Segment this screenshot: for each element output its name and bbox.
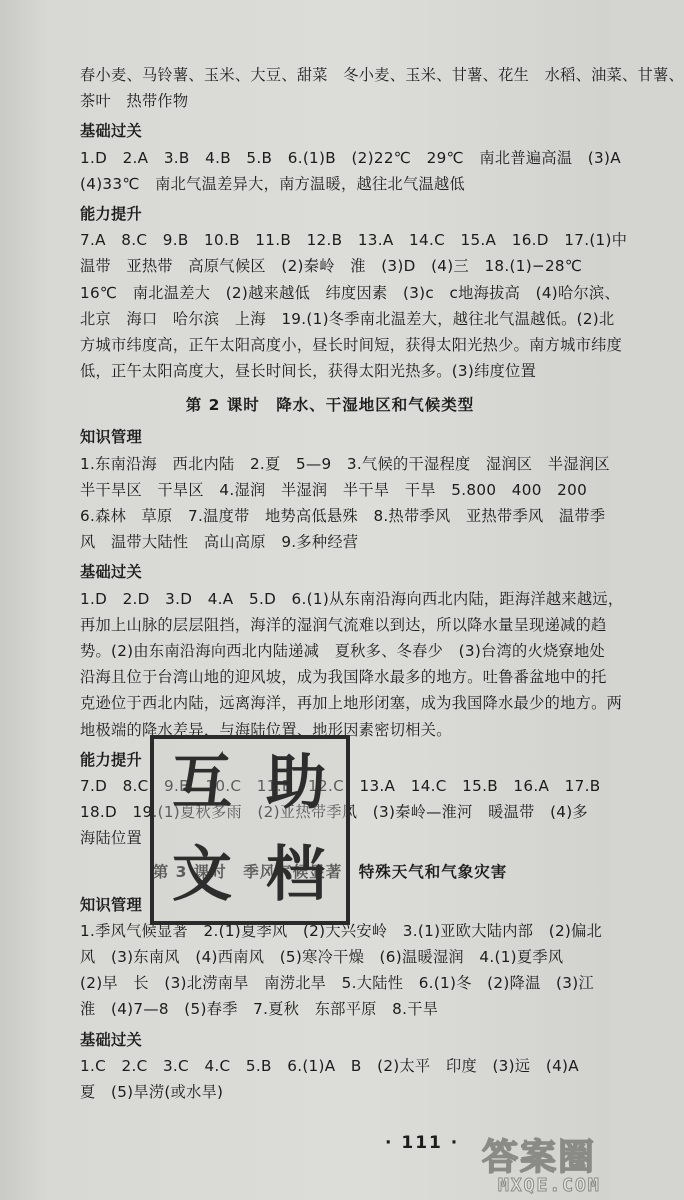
- text-line: 1.C 2.C 3.C 4.C 5.B 6.(1)A B (2)太平 印度 (3)远 (4)A: [80, 1056, 579, 1075]
- text-line: 1.D 2.A 3.B 4.B 5.B 6.(1)B (2)22℃ 29℃ 南北普遍高温 (3)A: [80, 148, 621, 167]
- text-line: 低，正午太阳高度大，昼长时间长，获得太阳光热多。(3)纬度位置: [80, 362, 537, 381]
- text-line: 春小麦、马铃薯、玉米、大豆、甜菜 冬小麦、玉米、甘薯、花生 水稻、油菜、甘薯、: [80, 66, 684, 84]
- section-heading: 基础过关: [80, 563, 142, 582]
- text-line: 风 (3)东南风 (4)西南风 (5)寒冷干燥 (6)温暖湿润 4.(1)夏季风: [80, 948, 564, 967]
- section-heading: 能力提升: [80, 204, 142, 223]
- text-line: 6.森林 草原 7.温度带 地势高低悬殊 8.热带季风 亚热带季风 温带季: [80, 507, 606, 526]
- stamp-char: 助: [266, 748, 326, 818]
- text-line: (4)33℃ 南北气温差异大，南方温暖，越往北气温越低: [80, 174, 465, 193]
- watermark-url: MXQE.COM: [498, 1175, 601, 1196]
- lesson-title: 第 3 课时 季风气候显著 特殊天气和气象灾害: [152, 863, 508, 882]
- stamp-char: 档: [266, 840, 326, 910]
- text-line: 16℃ 南北温差大 (2)越来越低 纬度因素 (3)c c地海拔高 (4)哈尔滨、: [80, 283, 620, 302]
- text-line: 北京 海口 哈尔滨 上海 19.(1)冬季南北温差大，越往北气温越低。(2)北: [80, 309, 615, 328]
- stamp-char: 文: [172, 840, 232, 910]
- section-heading: 知识管理: [80, 895, 142, 914]
- text-line: 地极端的降水差异，与海陆位置、地形因素密切相关。: [80, 720, 452, 739]
- text-line: 1.东南沿海 西北内陆 2.夏 5—9 3.气候的干湿程度 湿润区 半湿润区: [80, 454, 610, 473]
- text-line: 7.D 8.C 9.B 10.C 11.B 12.C 13.A 14.C 15.B 16.A 17.B: [80, 776, 601, 795]
- text-line: 海陆位置: [80, 829, 142, 848]
- text-line: 茶叶 热带作物: [80, 92, 189, 111]
- section-heading: 能力提升: [80, 750, 142, 769]
- text-line: 1.季风气候显著 2.(1)夏季风 (2)大兴安岭 3.(1)亚欧大陆内部 (2)偏北: [80, 921, 603, 940]
- section-heading: 知识管理: [80, 428, 142, 447]
- text-line: 沿海且位于台湾山地的迎风坡，成为我国降水最多的地方。吐鲁番盆地中的托: [80, 668, 607, 687]
- watermark-logo: [478, 1125, 608, 1200]
- text-line: 7.A 8.C 9.B 10.B 11.B 12.B 13.A 14.C 15.A 16.D 17.(1)中: [80, 231, 628, 250]
- text-line: 夏 (5)旱涝(或水旱): [80, 1082, 224, 1101]
- text-line: 淮 (4)7—8 (5)春季 7.夏秋 东部平原 8.干旱: [80, 1000, 439, 1019]
- stamp-char: 互: [172, 748, 232, 818]
- text-line: 18.D 19.(1)夏秋多雨 (2)亚热带季风 (3)秦岭—淮河 暖温带 (4)多: [80, 803, 588, 822]
- lesson-title: 第 2 课时 降水、干湿地区和气候类型: [185, 396, 475, 415]
- section-heading: 基础过关: [80, 1030, 142, 1049]
- text-line: (2)早 长 (3)北涝南旱 南涝北旱 5.大陆性 6.(1)冬 (2)降温 (3)江: [80, 974, 594, 993]
- page-number: · 111 ·: [385, 1133, 460, 1153]
- text-line: 再加上山脉的层层阻挡，海洋的湿润气流难以到达，所以降水量呈现递减的趋: [80, 615, 607, 634]
- text-line: 势。(2)由东南沿海向西北内陆递减 夏秋多、冬春少 (3)台湾的火烧寮地处: [80, 641, 605, 660]
- text-line: 半干旱区 干旱区 4.湿润 半湿润 半干旱 干旱 5.800 400 200: [80, 480, 588, 499]
- answer-content: [80, 62, 684, 1105]
- stamp-logo: [150, 735, 350, 925]
- text-line: 风 温带大陆性 高山高原 9.多种经营: [80, 533, 359, 552]
- watermark-text: 答案圈: [482, 1137, 597, 1178]
- section-heading: 基础过关: [80, 122, 142, 141]
- text-line: 克逊位于西北内陆，远离海洋，再加上地形闭塞，成为我国降水最少的地方。两: [80, 694, 623, 713]
- text-line: 1.D 2.D 3.D 4.A 5.D 6.(1)从东南沿海向西北内陆，距海洋越来越远，: [80, 589, 624, 608]
- text-line: 方城市纬度高，正午太阳高度小，昼长时间短，获得太阳光热少。南方城市纬度: [80, 335, 623, 354]
- text-line: 温带 亚热带 高原气候区 (2)秦岭 淮 (3)D (4)三 18.(1)−28℃: [80, 257, 583, 276]
